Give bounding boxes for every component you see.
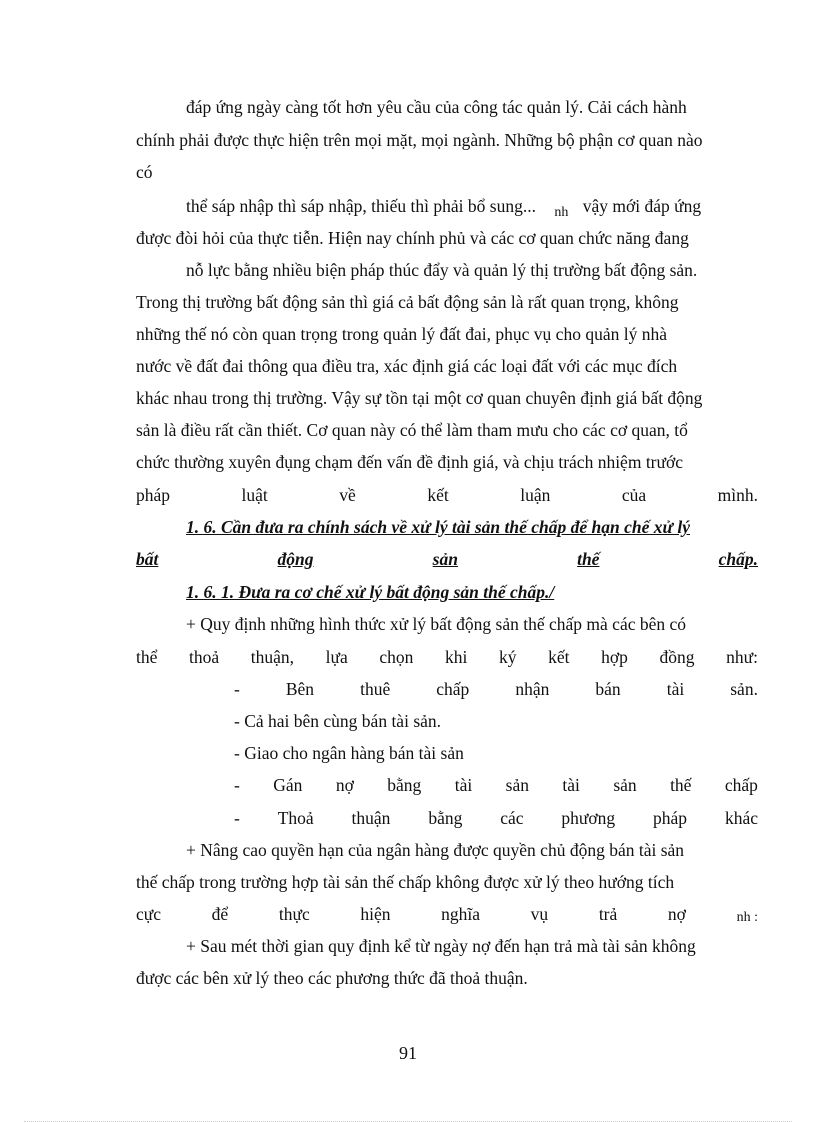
- text-line: + Sau mét thời gian quy định kể từ ngày nợ đến hạn trả mà tài sản không: [186, 936, 696, 956]
- text-line: [136, 902, 758, 926]
- text-line: nước về đất đai thông qua điều tra, xác định giá các loại đất với các mục đích: [136, 356, 678, 376]
- word: động: [277, 549, 314, 569]
- text-fragment: thể sáp nhập thì sáp nhập, thiếu thì phải bổ sung...: [186, 196, 536, 216]
- word: Bên: [285, 679, 315, 699]
- text-line: chính phải được thực hiện trên mọi mặt, mọi ngành. Những bộ phận cơ quan nào: [136, 130, 703, 150]
- page-divider: [24, 1121, 792, 1122]
- text-line: sản là điều rất cần thiết. Cơ quan này có thể làm tham mưu cho các cơ quan, tổ: [136, 420, 688, 440]
- word: chọn: [379, 647, 414, 667]
- text-line: [186, 194, 758, 221]
- text-line: được các bên xử lý theo các phương thức đã thoả thuận.: [136, 968, 528, 988]
- word: sản.: [730, 679, 758, 699]
- word: bằng: [387, 775, 422, 795]
- word: đồng: [659, 647, 695, 667]
- word: -: [234, 808, 240, 828]
- word: khác: [724, 808, 758, 828]
- word: như:: [726, 647, 758, 667]
- word: mình.: [717, 485, 758, 505]
- word: lựa: [325, 647, 348, 667]
- word: thuận,: [250, 647, 295, 667]
- word: ký: [498, 647, 517, 667]
- page-number: 91: [399, 1043, 417, 1063]
- word: chấp: [724, 775, 758, 795]
- list-item: - Cả hai bên cùng bán tài sản.: [234, 711, 442, 731]
- word: vụ: [530, 904, 549, 924]
- text-line: đáp ứng ngày càng tốt hơn yêu cầu của công tác quản lý. Cải cách hành: [186, 97, 687, 117]
- word: sản: [505, 775, 529, 795]
- word: nghĩa: [441, 904, 481, 924]
- word: tài: [454, 775, 473, 795]
- word: Gán: [273, 775, 303, 795]
- section-heading: 1. 6. Cần đưa ra chính sách về xử lý tài sản thế chấp để hạn chế xử lý: [186, 517, 690, 537]
- word: thế: [670, 775, 692, 795]
- word: bất: [136, 549, 159, 569]
- word: nh :: [736, 910, 758, 925]
- word: phương: [561, 808, 616, 828]
- text-line: nỗ lực bằng nhiều biện pháp thúc đẩy và quản lý thị trường bất động sản.: [186, 260, 698, 280]
- word: -: [234, 775, 240, 795]
- word: sản: [613, 775, 637, 795]
- word: cực: [136, 904, 162, 924]
- text-line: [136, 645, 758, 669]
- text-line: chức thường xuyên đụng chạm đến vấn đề định giá, và chịu trách nhiệm trước: [136, 452, 684, 472]
- word: luật: [241, 485, 268, 505]
- section-heading: [136, 547, 758, 571]
- word: thoả: [189, 647, 220, 667]
- text-line: + Nâng cao quyền hạn của ngân hàng được quyền chủ động bán tài sản: [186, 840, 685, 860]
- text-line: những thế nó còn quan trọng trong quản lý đất đai, phục vụ cho quản lý nhà: [136, 324, 667, 344]
- word: để: [211, 904, 229, 924]
- word: chấp.: [718, 549, 758, 569]
- text-line: được đòi hỏi của thực tiễn. Hiện nay chính phủ và các cơ quan chức năng đang: [136, 228, 689, 248]
- word: kết: [427, 485, 449, 505]
- text-line: có: [136, 162, 153, 182]
- word: thuê: [360, 679, 391, 699]
- text-line: + Quy định những hình thức xử lý bất động sản thế chấp mà các bên có: [186, 614, 687, 634]
- word: thuận: [351, 808, 391, 828]
- word: bán: [595, 679, 621, 699]
- word: pháp: [136, 485, 171, 505]
- text-line: khác nhau trong thị trường. Vậy sự tồn tại một cơ quan chuyên định giá bất động: [136, 388, 703, 408]
- text-line: [136, 483, 758, 507]
- word: nợ: [335, 775, 354, 795]
- list-item: [234, 773, 758, 797]
- word: hiện: [360, 904, 391, 924]
- word: -: [234, 679, 240, 699]
- word: thực: [278, 904, 310, 924]
- word: luận: [520, 485, 551, 505]
- word: trả: [598, 904, 618, 924]
- word: tài: [666, 679, 685, 699]
- subsection-heading: 1. 6. 1. Đưa ra cơ chế xử lý bất động sản thế chấp./: [186, 582, 555, 602]
- word: khi: [445, 647, 468, 667]
- word: các: [500, 808, 524, 828]
- list-item: [234, 806, 758, 830]
- word: của: [621, 485, 647, 505]
- text-line: thế chấp trong trường hợp tài sản thế chấp không được xử lý theo hướng tích: [136, 872, 675, 892]
- word: tài: [562, 775, 580, 795]
- list-item: - Giao cho ngân hàng bán tài sản: [234, 743, 464, 763]
- word: hợp: [601, 647, 628, 667]
- word: bằng: [428, 808, 463, 828]
- text-line: Trong thị trường bất động sản thì giá cả bất động sản là rất quan trọng, không: [136, 292, 679, 312]
- list-item: [234, 677, 758, 701]
- word: Thoả: [277, 808, 314, 828]
- word: pháp: [653, 808, 688, 828]
- word: về: [339, 485, 356, 505]
- word: nhận: [515, 679, 550, 699]
- word: nợ: [667, 904, 686, 924]
- word: thế: [577, 549, 600, 569]
- word: sản: [432, 549, 458, 569]
- text-fragment: nh: [554, 205, 569, 220]
- text-fragment: vậy mới đáp ứng: [582, 196, 702, 216]
- word: kết: [548, 647, 570, 667]
- word: thể: [136, 647, 158, 667]
- word: chấp: [436, 679, 470, 699]
